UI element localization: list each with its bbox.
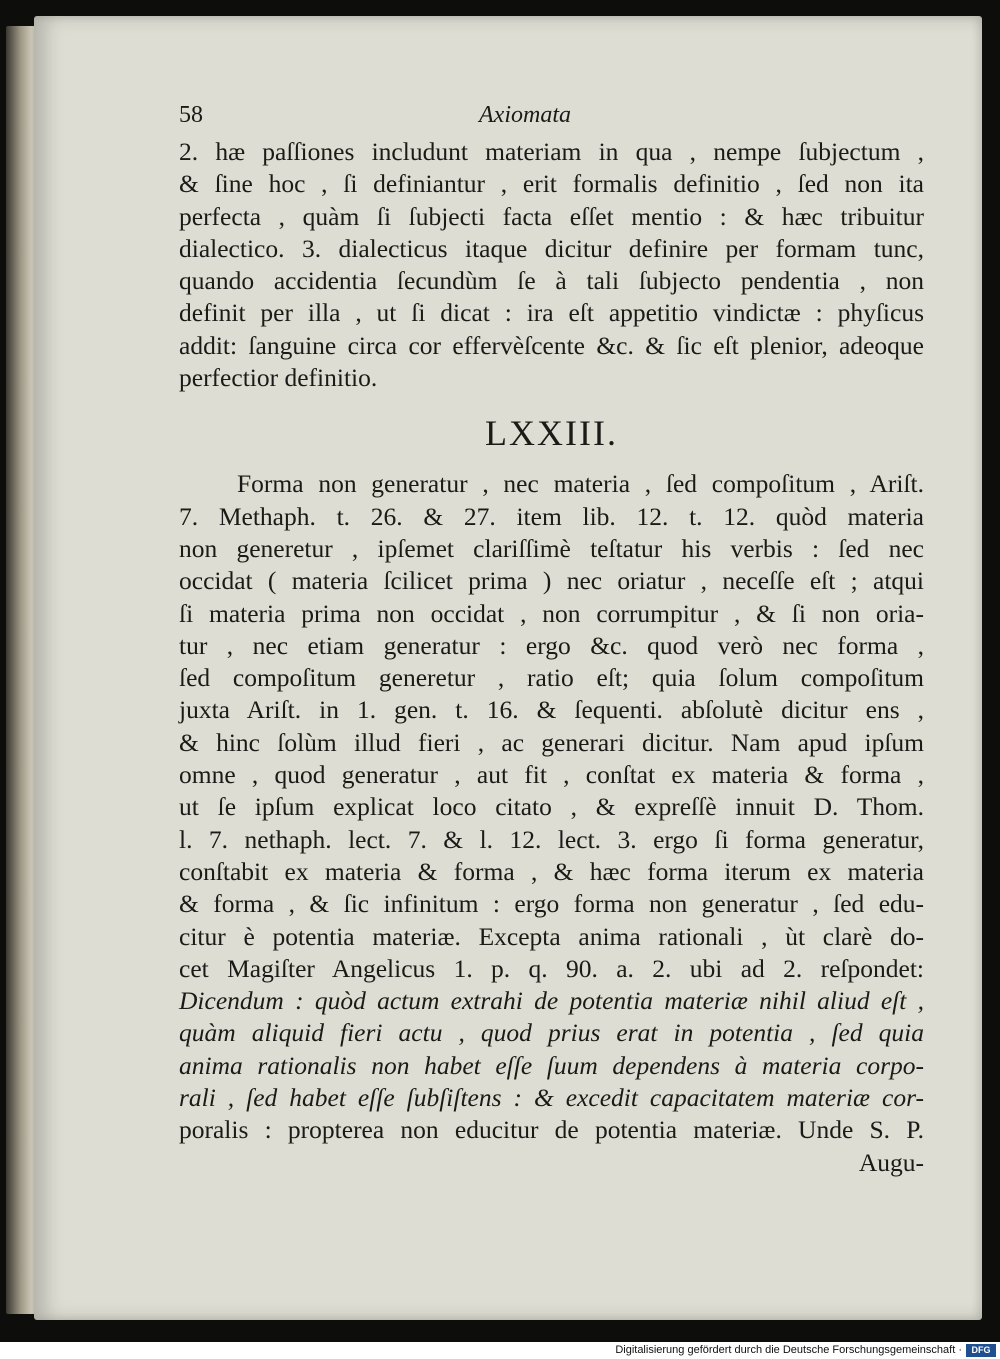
funding-credit: Digitalisierung gefördert durch die Deutsche Forschungsgemeinschaft · — [615, 1344, 962, 1356]
text-line: ſed compoſitum generetur , ratio eſt; quia ſolum compoſitum — [179, 663, 924, 693]
text-line: quàm aliquid fieri actu , quod prius erat in potentia , ſed quia — [179, 1018, 924, 1048]
footer-bar — [0, 1342, 1000, 1359]
text-line: definit per illa , ut ſi dicat : ira eſt appetitio vindictæ : phyſicus — [179, 298, 924, 328]
text-line: Forma non generatur , nec materia , ſed compoſitum , Ariſt. — [237, 469, 924, 499]
running-head — [179, 102, 924, 136]
text-line: citur è potentia materiæ. Excepta anima rationali , ùt clarè do- — [179, 921, 924, 951]
text-line: ſi materia prima non occidat , non corrumpitur , & ſi non oria- — [179, 598, 924, 628]
paragraph-main — [179, 468, 924, 1146]
text-line: dialectico. 3. dialecticus itaque dicitur definire per formam tunc, — [179, 233, 924, 263]
text-line: & forma , & ſic infinitum : ergo forma non generatur , ſed edu- — [179, 889, 924, 919]
text-line: & ſine hoc , ſi definiantur , erit formalis definitio , ſed non ita — [179, 169, 924, 199]
text-line: ut ſe ipſum explicat loco citato , & expreſſè innuit D. Thom. — [179, 792, 924, 822]
catchword: Augu- — [858, 1147, 924, 1177]
running-title: Axiomata — [479, 102, 571, 128]
page-number: 58 — [179, 102, 203, 128]
text-line: tur , nec etiam generatur : ergo &c. quod verò nec forma , — [179, 630, 924, 660]
paragraph-continued — [179, 136, 924, 394]
page-content — [179, 102, 924, 1179]
section-heading: LXXIII. — [485, 413, 618, 454]
text-line: poralis : propterea non educitur de potentia materiæ. Unde S. P. — [179, 1115, 924, 1145]
dfg-logo: DFG — [966, 1344, 996, 1357]
text-line: perfecta , quàm ſi ſubjecti facta eſſet mentio : & hæc tribuitur — [179, 201, 924, 231]
text-line: occidat ( materia ſcilicet prima ) nec oriatur , neceſſe eſt ; atqui — [179, 566, 924, 596]
text-line: l. 7. nethaph. lect. 7. & l. 12. lect. 3. ergo ſi forma generatur, — [179, 824, 924, 854]
text-line: cet Magiſter Angelicus 1. p. q. 90. a. 2. ubi ad 2. reſpondet: — [179, 953, 924, 983]
book-page — [34, 16, 982, 1320]
text-line: Dicendum : quòd actum extrahi de potentia materiæ nihil aliud eſt , — [179, 986, 924, 1016]
text-line: juxta Ariſt. in 1. gen. t. 16. & ſequenti. abſolutè dicitur ens , — [179, 695, 924, 725]
text-line: 7. Methaph. t. 26. & 27. item lib. 12. t. 12. quòd materia — [179, 501, 924, 531]
text-line: omne , quod generatur , aut fit , conſtat ex materia & forma , — [179, 760, 924, 790]
text-line: 2. hæ paſſiones includunt materiam in qua , nempe ſubjectum , — [179, 137, 924, 166]
text-line: & hinc ſolùm illud fieri , ac generari dicitur. Nam apud ipſum — [179, 727, 924, 757]
text-line: conſtabit ex materia & forma , & hæc forma iterum ex materia — [179, 856, 924, 886]
text-line: anima rationalis non habet eſſe ſuum dependens à materia corpo- — [179, 1050, 924, 1080]
text-line: addit: ſanguine circa cor effervèſcente &c. & ſic eſt plenior, adeoque — [179, 330, 924, 360]
text-line: non generetur , ipſemet clariſſimè teſtatur his verbis : ſed nec — [179, 533, 924, 563]
text-line: rali , ſed habet eſſe ſubſiſtens : & excedit capacitatem materiæ cor- — [179, 1083, 924, 1113]
text-line: perfectior definitio. — [179, 363, 378, 393]
text-line: quando accidentia ſecundùm ſe à tali ſubjecto pendentia , non — [179, 266, 924, 296]
